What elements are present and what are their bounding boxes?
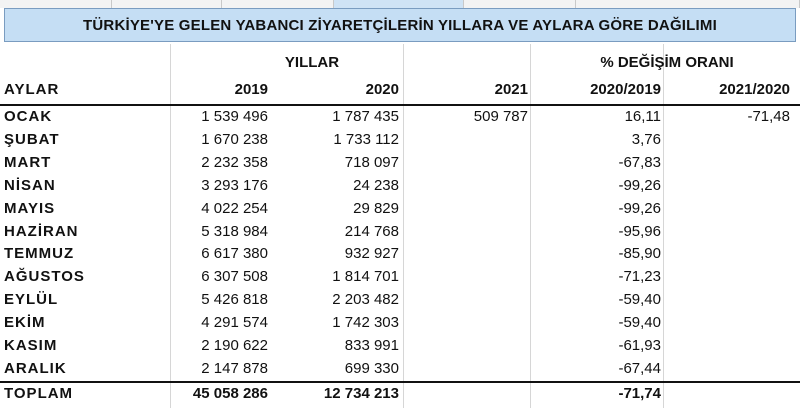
- table-row: [0, 312, 800, 335]
- value-2020-cell: 699 330: [344, 359, 399, 377]
- change-2020-2019-cell: -99,26: [618, 199, 661, 217]
- month-cell: KASIM: [4, 337, 58, 354]
- table-row: [0, 335, 800, 358]
- value-2019-cell: 4 291 574: [201, 314, 268, 332]
- month-cell: NİSAN: [4, 176, 56, 194]
- column-header-2021-2020: 2021/2020: [719, 81, 790, 98]
- table-row: [0, 289, 800, 312]
- column-header-2020-2019: 2020/2019: [590, 81, 661, 98]
- value-2020-cell: 24 238: [353, 176, 399, 194]
- table-row: [0, 152, 800, 175]
- value-2020-cell: 1 742 303: [332, 314, 399, 332]
- value-2020-cell: 214 768: [344, 222, 399, 240]
- column-cell: [0, 0, 112, 8]
- change-2020-2019-cell: -67,83: [618, 153, 661, 171]
- table-row: [0, 221, 800, 244]
- total-2020: 12 734 213: [323, 385, 399, 402]
- total-label: TOPLAM: [4, 385, 74, 402]
- month-cell: ŞUBAT: [4, 130, 60, 148]
- change-2020-2019-cell: 16,11: [624, 108, 661, 125]
- month-cell: EYLÜL: [4, 291, 59, 309]
- change-2020-2019-cell: -85,90: [618, 245, 661, 263]
- table-row: [0, 358, 800, 381]
- value-2019-cell: 5 426 818: [201, 291, 268, 309]
- value-2019-cell: 2 190 622: [201, 337, 268, 354]
- total-row: [0, 383, 800, 406]
- month-cell: MAYIS: [4, 199, 56, 217]
- value-2019-cell: 6 307 508: [201, 268, 268, 286]
- value-2019-cell: 4 022 254: [201, 199, 268, 217]
- value-2019-cell: 1 539 496: [201, 108, 268, 125]
- table-row: [0, 266, 800, 289]
- column-header-2020: 2020: [365, 81, 399, 98]
- value-2021-cell: 509 787: [473, 108, 528, 125]
- selected-column-cell: [334, 0, 464, 8]
- month-cell: ARALIK: [4, 359, 67, 377]
- total-2019: 45 058 286: [192, 385, 268, 402]
- month-cell: AĞUSTOS: [4, 268, 85, 286]
- value-2019-cell: 5 318 984: [201, 222, 268, 240]
- column-header-month: AYLAR: [4, 81, 60, 98]
- change-2020-2019-cell: -67,44: [618, 359, 661, 377]
- change-2020-2019-cell: -71,23: [618, 268, 661, 286]
- month-cell: OCAK: [4, 108, 53, 125]
- value-2020-cell: 1 733 112: [333, 130, 399, 148]
- value-2019-cell: 1 670 238: [201, 130, 268, 148]
- value-2020-cell: 1 814 701: [332, 268, 399, 286]
- column-cell: [112, 0, 222, 8]
- table-title-bar: [4, 8, 796, 42]
- value-2019-cell: 2 147 878: [201, 359, 268, 377]
- change-2020-2019-cell: -59,40: [618, 314, 661, 332]
- table-row: [0, 175, 800, 198]
- total-change-2020-2019: -71,74: [618, 385, 661, 402]
- value-2020-cell: 29 829: [353, 199, 399, 217]
- column-cell: [464, 0, 576, 8]
- value-2020-cell: 932 927: [344, 245, 399, 263]
- group-header-years: YILLAR: [284, 54, 340, 71]
- month-cell: HAZİRAN: [4, 222, 79, 240]
- change-2020-2019-cell: 3,76: [631, 130, 661, 148]
- value-2019-cell: 2 232 358: [201, 153, 268, 171]
- change-2021-2020-cell: -71,48: [747, 108, 790, 125]
- spreadsheet-column-strip: [0, 0, 800, 8]
- month-cell: EKİM: [4, 314, 46, 332]
- column-cell: [576, 0, 800, 8]
- value-2020-cell: 2 203 482: [332, 291, 399, 309]
- table-title: TÜRKİYE'YE GELEN YABANCI ZİYARETÇİLERİN YILLARA VE AYLARA GÖRE DAĞILIMI: [83, 16, 717, 34]
- change-2020-2019-cell: -61,93: [618, 337, 661, 354]
- month-cell: TEMMUZ: [4, 245, 75, 263]
- change-2020-2019-cell: -99,26: [618, 176, 661, 194]
- group-header-change: % DEĞİŞİM ORANI: [600, 54, 734, 71]
- change-2020-2019-cell: -95,96: [618, 222, 661, 240]
- column-header-2019: 2019: [234, 81, 268, 98]
- table-row: [0, 106, 800, 129]
- value-2020-cell: 718 097: [344, 153, 399, 171]
- column-cell: [222, 0, 334, 8]
- value-2019-cell: 6 617 380: [201, 245, 268, 263]
- change-2020-2019-cell: -59,40: [618, 291, 661, 309]
- table-row: [0, 198, 800, 221]
- value-2019-cell: 3 293 176: [201, 176, 268, 194]
- column-header-2021: 2021: [494, 81, 528, 98]
- month-cell: MART: [4, 153, 52, 171]
- table-row: [0, 129, 800, 152]
- value-2020-cell: 1 787 435: [332, 108, 399, 125]
- table-row: [0, 243, 800, 266]
- value-2020-cell: 833 991: [344, 337, 399, 354]
